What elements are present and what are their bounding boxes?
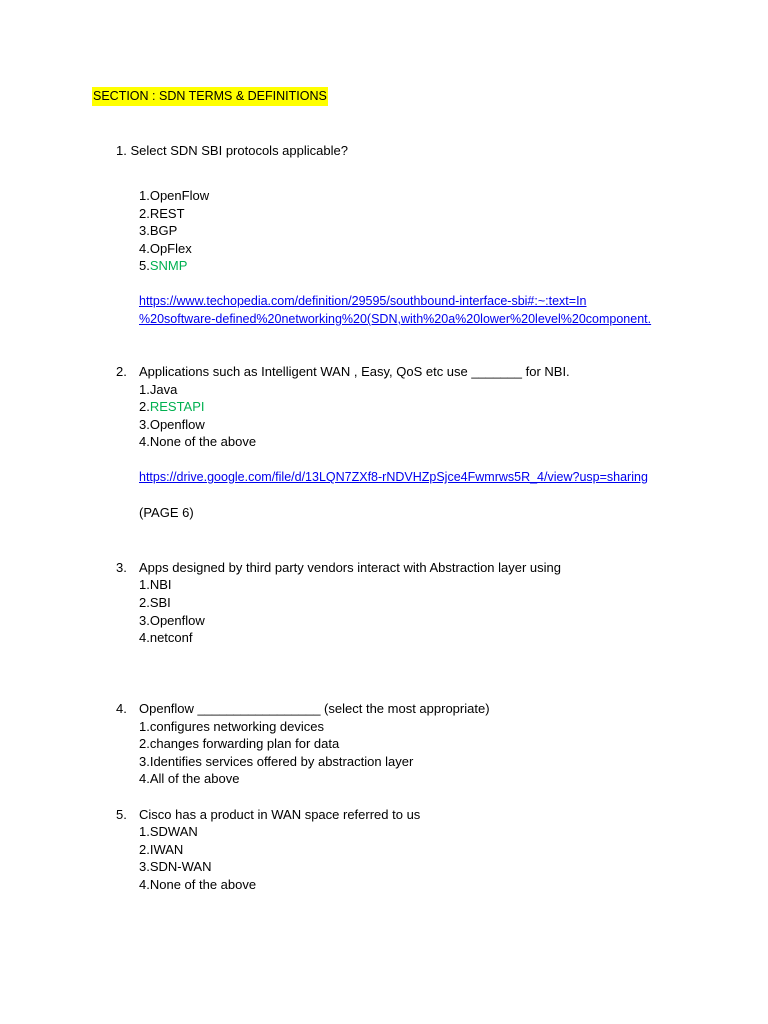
q1-reference-link-line-1[interactable]: https://www.techopedia.com/definition/29595/southbound-interface-sbi#:~:text=In xyxy=(139,294,587,308)
q4-option-2: 2.changes forwarding plan for data xyxy=(139,736,340,751)
section-title: SECTION : SDN TERMS & DEFINITIONS xyxy=(92,87,328,106)
q1-option-5 xyxy=(139,257,187,274)
q5-option-4: 4.None of the above xyxy=(139,877,257,892)
q5-option-2: 2.IWAN xyxy=(139,842,184,857)
q2-option-1: 1.Java xyxy=(139,382,178,397)
question-4-number: 4. xyxy=(116,701,127,716)
q2-option-3: 3.Openflow xyxy=(139,417,205,432)
q2-reference-link[interactable]: https://drive.google.com/file/d/13LQN7ZXf8-rNDVHZpSjce4Fwmrws5R_4/view?usp=sharing xyxy=(139,470,648,484)
question-3-text: Apps designed by third party vendors interact with Abstraction layer using xyxy=(139,560,562,575)
question-5-text: Cisco has a product in WAN space referred to us xyxy=(139,807,421,822)
question-2-text: Applications such as Intelligent WAN , Easy, QoS etc use _______ for NBI. xyxy=(139,364,570,379)
q5-option-3: 3.SDN-WAN xyxy=(139,859,212,874)
question-5-number: 5. xyxy=(116,807,127,822)
q1-reference-link-line-2[interactable]: %20software-defined%20networking%20(SDN,with%20a%20lower%20level%20component. xyxy=(139,312,652,326)
q1-option-2: 2.REST xyxy=(139,206,185,221)
q5-option-1: 1.SDWAN xyxy=(139,824,198,839)
q1-option-3: 3.BGP xyxy=(139,223,178,238)
q3-option-4: 4.netconf xyxy=(139,630,193,645)
q2-option-2 xyxy=(139,398,205,415)
q4-option-1: 1.configures networking devices xyxy=(139,719,324,734)
q4-option-3: 3.Identifies services offered by abstraction layer xyxy=(139,754,414,769)
q1-option-5-prefix: 5. xyxy=(139,258,150,273)
question-2-number: 2. xyxy=(116,364,127,379)
q4-option-4: 4.All of the above xyxy=(139,771,240,786)
q2-option-4: 4.None of the above xyxy=(139,434,257,449)
q1-option-4: 4.OpFlex xyxy=(139,241,192,256)
question-1-text: 1. Select SDN SBI protocols applicable? xyxy=(116,143,348,158)
q2-option-2-prefix: 2. xyxy=(139,399,150,414)
q2-answer-restapi: RESTAPI xyxy=(149,399,205,414)
q2-page-note: (PAGE 6) xyxy=(139,505,194,520)
q1-answer-snmp: SNMP xyxy=(149,258,188,273)
q3-option-2: 2.SBI xyxy=(139,595,171,610)
q3-option-1: 1.NBI xyxy=(139,577,172,592)
question-3-number: 3. xyxy=(116,560,127,575)
q3-option-3: 3.Openflow xyxy=(139,613,205,628)
q1-option-1: 1.OpenFlow xyxy=(139,188,210,203)
question-4-text: Openflow _________________ (select the most appropriate) xyxy=(139,701,490,716)
